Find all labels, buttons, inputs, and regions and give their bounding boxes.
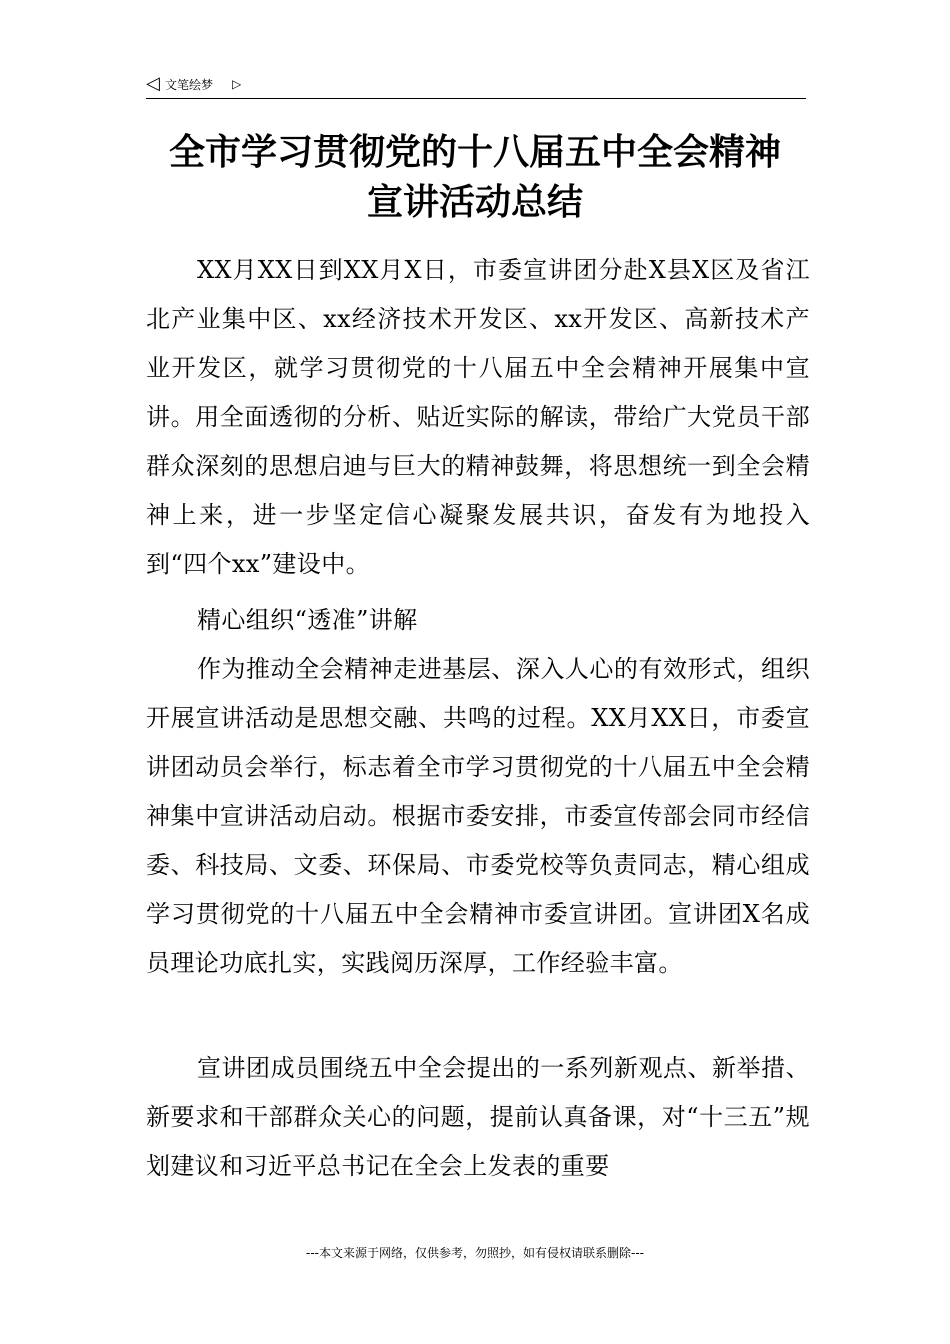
page-footer-disclaimer: ---本文来源于网络，仅供参考，勿照抄，如有侵权请联系删除---	[306, 1246, 644, 1260]
page-header	[146, 74, 806, 99]
left-triangle-icon: ◁	[146, 73, 160, 94]
paragraph-preparation: 宣讲团成员围绕五中全会提出的一系列新观点、新举措、新要求和干部群众关心的问题，提前认真备课，对“十三五”规划建议和习近平总书记在全会上发表的重要	[146, 1054, 810, 1180]
section-heading: 精心组织“透准”讲解	[197, 606, 418, 634]
paragraph-organization: 作为推动全会精神走进基层、深入人心的有效形式，组织开展宣讲活动是思想交融、共鸣的过程。XX月XX日，市委宣讲团动员会举行，标志着全市学习贯彻党的十八届五中全会精神集中宣讲活动启动。根据市委安排，市委宣传部会同市经信委、科技局、文委、环保局、市委党校等负责同志，精心组成学习贯彻党的十八届五中全会精神市委宣讲团。宣讲团X名成员理论功底扎实，实践阅历深厚，工作经验丰富。	[146, 655, 810, 977]
paragraph-intro: XX月XX日到XX月X日，市委宣讲团分赴X县X区及省江北产业集中区、xx经济技术开发区、xx开发区、高新技术产业开发区，就学习贯彻党的十八届五中全会精神开展集中宣讲。用全面透彻的分析、贴近实际的解读，带给广大党员干部群众深刻的思想启迪与巨大的精神鼓舞，将思想统一到全会精神上来，进一步坚定信心凝聚发展共识，奋发有为地投入到“四个xx”建设中。	[146, 256, 810, 578]
header-brand-text: 文笔绘梦	[165, 78, 214, 92]
right-triangle-icon: ▷	[232, 77, 242, 91]
document-title-line2: 宣讲活动总结	[366, 182, 583, 223]
document-title-line1: 全市学习贯彻党的十八届五中全会精神	[168, 132, 781, 173]
